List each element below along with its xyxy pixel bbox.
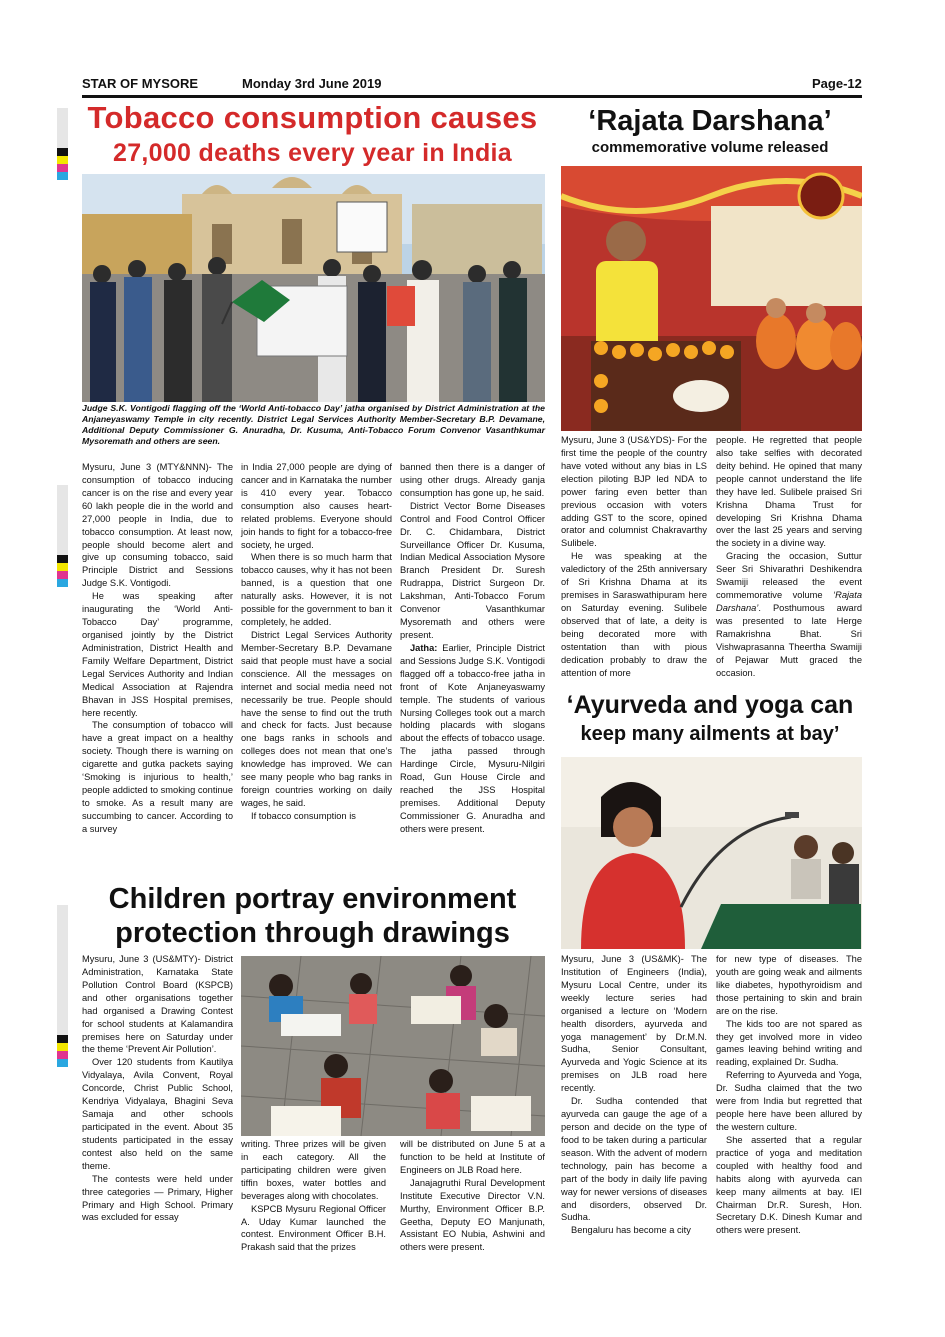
- children-col1-para: Mysuru, June 3 (US&MTY)- District Administration, Karnataka State Pollution Control Board (KSPCB) and other organisations together had organised a Drawing Contest for school students at Kalamandira premises here on Saturday under the theme ‘Prevent Air Pollution’.: [82, 954, 233, 1055]
- children-headline-line1: Children portray environment: [108, 883, 517, 915]
- print-swatch-black-3: [57, 1035, 68, 1043]
- children-column-3: [400, 1138, 545, 1254]
- children-headline-line2: protection through drawings: [115, 917, 510, 949]
- ayurveda-col1-para: Mysuru, June 3 (US&MK)- The Institution of Engineers (India), Mysuru Local Centre, under its weekly lecture series had organised a lecture on ‘Modern health disorders, ayurveda and yoga management’ by Dr.M.N. Sudha, Senior Consultant, Ayurveda and Yogic Science at its premises on JLB road here recently.: [561, 954, 707, 1094]
- rajata-column-2: [716, 434, 862, 680]
- children-column-1: [82, 953, 233, 1224]
- print-swatch-cyan-2: [57, 579, 68, 587]
- print-margin-bar-mid: [57, 485, 68, 555]
- rajata-col2-para: [716, 550, 862, 679]
- tobacco-col1-para: He was speaking after inaugurating the ‘World Anti-Tobacco Day’ programme, organised jointly by the District Administration, District Health and Family Welfare Department, District Legal Services Authority and Indian Medical Association at Rajendra Bhavan in JSS Hospital premises, here recently.: [82, 591, 233, 718]
- jatha-subhead: Jatha:: [410, 642, 438, 653]
- print-margin-bar-low: [57, 905, 68, 1035]
- ayurveda-photo: [561, 757, 862, 949]
- tobacco-col2-para: District Legal Services Authority Member-Secretary B.P. Devamane said that people must have a social conscience. All the messages on internet and social media need not necessarily be true. People should have the sense to find out the truth and check for facts. Just because one bags ranks in schools and colleges does not mean that one’s knowledge has improved. We can see many people who bag ranks in foreign countries working on daily wages, he said.: [241, 629, 392, 808]
- ayurveda-headline-line2: keep many ailments at bay’: [580, 723, 840, 745]
- masthead-name: STAR OF MYSORE: [82, 76, 199, 91]
- print-swatch-cyan: [57, 172, 68, 180]
- print-swatch-black-2: [57, 555, 68, 563]
- children-col2-para: KSPCB Mysuru Regional Officer A. Uday Kumar launched the contest. Environment Officer B.H. Prakash said that the prizes: [241, 1203, 386, 1253]
- print-swatch-cyan-3: [57, 1059, 68, 1067]
- print-swatch-yellow-3: [57, 1043, 68, 1051]
- children-col3-para: will be distributed on June 5 at a function to be held at Institute of Engineers on JLB Road here.: [400, 1139, 545, 1175]
- children-col1-para: Over 120 students from Kautilya Vidyalaya, Avila Convent, Royal Concorde, Christ Public School, Kendriya Vidyalaya, Bhagini Seva Samaja and other schools participated in the event. About 35 students participated in the essay contest also held on the same theme.: [82, 1057, 233, 1171]
- children-photo: [241, 956, 545, 1136]
- ayurveda-column-2: [716, 953, 862, 1237]
- tobacco-photo-caption: Judge S.K. Vontigodi flagging off the ‘World Anti-tobacco Day’ jatha organised by District Administration at the Anjaneyaswamy Temple in city recently. District Legal Services Authority Member-Secretary B.P. Devamane, Additional Deputy Commissioner G. Anuradha, Dr. Kusuma, Anti-Tobacco Forum Convenor Vasanthkumar Mysoremath and others are seen.: [82, 403, 545, 447]
- ayurveda-col2-para: Referring to Ayurveda and Yoga, Dr. Sudha claimed that the two were from India but regretted that people here have been allured by the western culture.: [716, 1070, 862, 1132]
- jatha-text: Earlier, Principle District and Sessions Judge S.K. Vontigodi flagged off a tobacco-free jatha in front of Kote Anjaneyaswamy temple. The students of various Nursing Colleges took out a march holding placards with slogans about the effects of tobacco usage. The jatha passed through Hardinge Circle, Mysuru-Nilgiri Road, Gun House Circle and reached the JSS Hospital premises. Additional Deputy Commissioner G. Anuradha and others were present.: [400, 642, 545, 834]
- children-col1-para: The contests were held under three categories — Primary, Higher Primary and High School. Primary was excluded for essay: [82, 1173, 233, 1223]
- tobacco-col3-para: banned then there is a danger of using other drugs. Already ganja consumption has gone up, he said.: [400, 462, 545, 498]
- issue-date: Monday 3rd June 2019: [242, 76, 382, 91]
- rajata-volume-title: ‘Rajata Darshana’: [716, 590, 862, 613]
- print-swatch-yellow-2: [57, 563, 68, 571]
- tobacco-col2-para: When there is so much harm that tobacco causes, why it has not been banned, is a question that one naturally asks. However, it is not possible for the government to ban it completely, he added.: [241, 552, 392, 628]
- print-margin-bar-top: [57, 108, 68, 148]
- print-swatch-black: [57, 148, 68, 156]
- rajata-text-b: . Posthumous award was presented to late Herge Ramakrishna Bhat. Sri Vishwaprasanna Theertha Swamiji of Pejawar Mutt graced the occasion.: [716, 602, 862, 678]
- rajata-col1-para: Mysuru, June 3 (US&YDS)- For the first time the people of the country have voted without any bias in LS election piloting BJP led NDA to power faring even better than previous occasion with voters adding GST to the score, opined orator and columnist Chakravarthy Sulibele.: [561, 435, 707, 549]
- rajata-text-a: Gracing the occasion, Suttur Seer Sri Shivarathri Deshikendra Swamiji released the event commemorative volume: [716, 551, 862, 601]
- children-column-2: [241, 1138, 386, 1254]
- print-swatch-magenta-3: [57, 1051, 68, 1059]
- tobacco-col1-para: The consumption of tobacco will have a great impact on a healthy society. Though there is warning on cigarette and gutka packets saying ‘Smoking is injurious to health,’ people addicted to smoking continue to smoke. As a result many are succumbing to cancer. According to a survey: [82, 720, 233, 834]
- tobacco-column-1: [82, 461, 233, 836]
- tobacco-col3-para: District Vector Borne Diseases Control and Food Control Officer Dr. C. Chidambara, District Surveillance Officer Dr. Kusuma, Indian Medical Association Mysore Branch President Dr. Suresh Rudrappa, District Surgeon Dr. Lakshman, Anti-Tobacco Forum Convenor Vasanthkumar Mysoremath and others were present.: [400, 500, 545, 640]
- tobacco-headline-line1: Tobacco consumption causes: [87, 100, 538, 135]
- tobacco-column-2: [241, 461, 392, 823]
- print-swatch-magenta: [57, 164, 68, 172]
- rajata-photo: [561, 166, 862, 431]
- rajata-col1-para: He was speaking at the valedictory of the 25th anniversary of Sri Krishna Dhama at its premises in Saraswathipuram here on Saturday evening. Sulibele observed that of late, a deity is being decorated more with ostentation than with pious dedication probably to draw the attention of more: [561, 551, 707, 678]
- print-swatch-magenta-2: [57, 571, 68, 579]
- tobacco-col2-para: If tobacco consumption is: [251, 810, 356, 821]
- tobacco-headline-line2: 27,000 deaths every year in India: [112, 139, 512, 167]
- ayurveda-headline-line1: ‘Ayurveda and yoga can: [566, 691, 854, 719]
- ayurveda-col2-para: She asserted that a regular practice of yoga and meditation coupled with healthy food and habits along with ayurveda can keep many ailments at bay. IEI Chairman Dr.R. Suresh, Hon. Secretary D.K. Dinesh Kumar and others were present.: [716, 1134, 862, 1236]
- tobacco-photo: [82, 174, 545, 402]
- children-col3-para: Janajagruthi Rural Development Institute Executive Director V.N. Murthy, Environment Officer B.P. Geetha, Deputy EO Manjunath, Assistant EO Nubia, Ashwini and others were present.: [400, 1177, 545, 1253]
- tobacco-col2-para: in India 27,000 people are dying of cancer and in Karnataka the number is 410 every year. Tobacco consumption also causes heart-related problems. Everyone should join hands to fight for a tobacco-free society, he urged.: [241, 462, 392, 550]
- tobacco-col1-para: Mysuru, June 3 (MTY&NNN)- The consumption of tobacco inducing cancer is on the rise and every year 60 lakh people die in the world and 27,000 people in India, due to tobacco consumption. At least now, people should become alert and give up consuming tobacco, said Principle District and Sessions Judge S.K. Vontigodi.: [82, 462, 233, 589]
- rajata-headline-line1: ‘Rajata Darshana’: [588, 105, 832, 137]
- ayurveda-col2-para: The kids too are not spared as they get involved more in video games leaving behind writing and reading, explained Dr. Sudha.: [716, 1018, 862, 1068]
- ayurveda-column-1: [561, 953, 707, 1237]
- tobacco-col3-para: [400, 642, 545, 836]
- tobacco-column-3: [400, 461, 545, 836]
- rajata-column-1: [561, 434, 707, 680]
- print-swatch-yellow: [57, 156, 68, 164]
- ayurveda-col1-para: Dr. Sudha contended that ayurveda can gauge the age of a person and decide on the type of food to be taken during a particular season. With the advent of modern technology, pain has become a part of the body in daily life paving way for newer versions of diseases and disorders, observed Dr. Sudha.: [561, 1096, 707, 1223]
- rajata-headline-line2: commemorative volume released: [591, 139, 829, 156]
- children-col2-para: writing. Three prizes will be given in each category. All the participating children were given tiffin boxes, water bottles and beverages along with chocolates.: [241, 1139, 386, 1201]
- ayurveda-col1-para: Bengaluru has become a city: [571, 1225, 691, 1236]
- page-number: Page-12: [812, 76, 862, 91]
- ayurveda-col2-para: for new type of diseases. The youth are going weak and ailments like diabetes, hypothyroidism and those pertaining to skin and brain are on the rise.: [716, 954, 862, 1016]
- header-rule: [82, 95, 862, 98]
- rajata-col2-para: people. He regretted that people also take selfies with decorated deity behind. He opined that many people cannot understand the life they have led. Sulibele praised Sri Krishna Dhama Trust for developing Sri Krishna Dhama over the last 25 years and serving the society in a divine way.: [716, 435, 862, 549]
